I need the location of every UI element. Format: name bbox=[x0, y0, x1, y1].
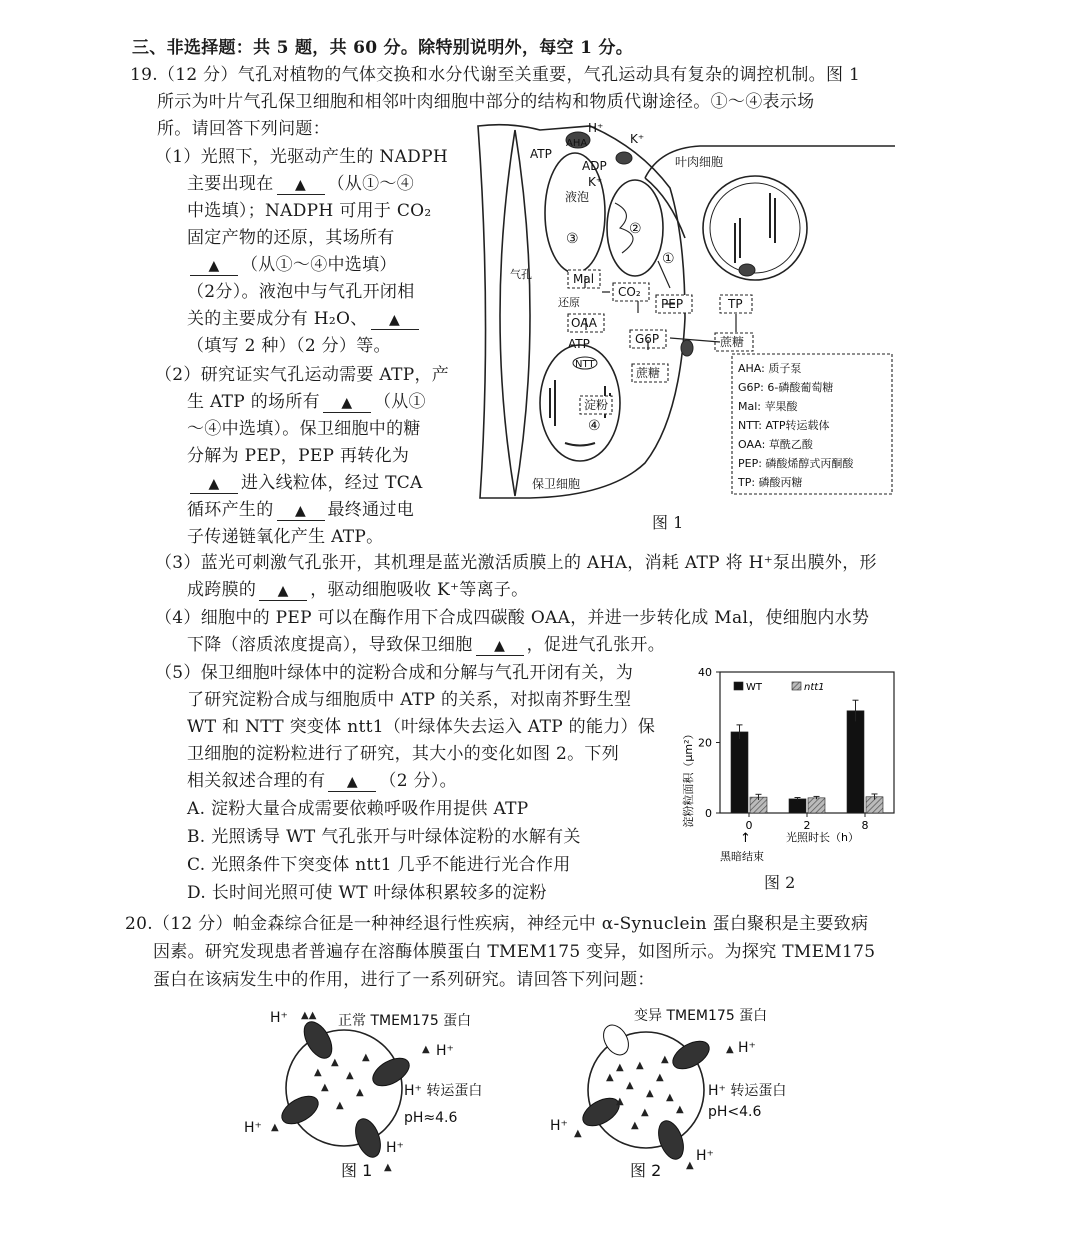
q20-intro-2: 因素。研究发现患者普遍存在溶酶体膜蛋白 TMEM175 变异，如图所示。为探究 TMEM175 bbox=[153, 942, 876, 962]
svg-text:▲: ▲ bbox=[631, 1120, 639, 1131]
svg-text:▲: ▲ bbox=[606, 1072, 614, 1083]
q19-p4-line-b: 下降（溶质浓度提高），导致保卫细胞 ▲ ，促进气孔张开。 bbox=[187, 635, 666, 655]
ph-mutant-label: pH<4.6 bbox=[708, 1104, 762, 1120]
dark-end-arrow: ↑ bbox=[740, 831, 751, 846]
q19-p1-line-d: 固定产物的还原，其场所有 bbox=[187, 228, 395, 248]
q19-p2-line-c: ～④中选填）。保卫细胞中的糖 bbox=[187, 419, 421, 439]
q20-figure-normal bbox=[236, 1000, 506, 1180]
answer-blank: ▲ bbox=[323, 394, 371, 413]
starch-label: 淀粉 bbox=[584, 398, 609, 412]
legend-swatch bbox=[734, 682, 743, 690]
option-b: B. 光照诱导 WT 气孔张开与叶绿体淀粉的水解有关 bbox=[187, 827, 581, 847]
figure-1-caption: 图 1 bbox=[652, 513, 684, 532]
svg-text:▲: ▲ bbox=[574, 1128, 582, 1139]
legend-swatch bbox=[792, 682, 801, 690]
legend-label: ntt1 bbox=[804, 682, 825, 693]
q19-p1-line-c: 中选填）；NADPH 可用于 CO₂ bbox=[187, 201, 432, 221]
adp-label: ADP bbox=[582, 159, 607, 173]
legend-item: PEP: 磷酸烯醇式丙酮酸 bbox=[738, 457, 854, 470]
co2-label: CO₂ bbox=[618, 285, 641, 299]
guard-cell-label: 保卫细胞 bbox=[532, 477, 581, 491]
y-tick-label: 0 bbox=[705, 807, 712, 820]
figure-2-chart bbox=[676, 658, 906, 868]
option-d: D. 长时间光照可使 WT 叶绿体积累较多的淀粉 bbox=[187, 883, 547, 903]
q19-p1-line-b: 主要出现在 ▲ （从①～④ bbox=[187, 174, 414, 194]
site-4: ④ bbox=[588, 418, 601, 434]
h-label: H⁺ bbox=[696, 1148, 714, 1164]
q19-p1-line-e: ▲ （从①～④中选填） bbox=[187, 253, 397, 277]
q20-intro-1: 20.（12 分）帕金森综合征是一种神经退行性疾病，神经元中 α-Synuclein 蛋白聚积是主要致病 bbox=[125, 914, 869, 934]
sucrose-label-guard: 蔗糖 bbox=[636, 366, 661, 380]
svg-text:▲: ▲ bbox=[726, 1044, 734, 1055]
transporter-label: H⁺ 转运蛋白 bbox=[708, 1083, 787, 1099]
svg-text:▲: ▲ bbox=[641, 1107, 649, 1118]
bar-WT-8 bbox=[847, 711, 864, 813]
legend-item: G6P: 6-磷酸葡萄糖 bbox=[738, 381, 834, 394]
q19-p2-line-e: ▲ 进入线粒体，经过 TCA bbox=[187, 471, 423, 495]
h-label: H⁺ bbox=[386, 1140, 404, 1156]
legend-item: NTT: ATP转运载体 bbox=[738, 419, 830, 432]
site-2: ② bbox=[629, 221, 642, 237]
q19-p5-line-c: WT 和 NTT 突变体 ntt1（叶绿体失去运入 ATP 的能力）保 bbox=[187, 717, 656, 737]
svg-text:▲: ▲ bbox=[384, 1162, 392, 1173]
svg-text:▲: ▲ bbox=[686, 1160, 694, 1171]
q19-p4-line-a: （4）细胞中的 PEP 可以在酶作用下合成四碳酸 OAA，并进一步转化成 Mal，使细胞内水势 bbox=[155, 608, 870, 628]
aha-label: AHA bbox=[566, 138, 588, 149]
q19-p1-line-h: （填写 2 种）（2 分）等。 bbox=[187, 336, 391, 356]
q19-p2-line-a: （2）研究证实气孔运动需要 ATP，产 bbox=[155, 365, 450, 385]
g6p-label: G6P bbox=[635, 332, 660, 346]
bar-ntt1-2 bbox=[808, 798, 825, 813]
section-header: 三、非选择题：共 5 题，共 60 分。除特别说明外，每空 1 分。 bbox=[132, 38, 634, 58]
svg-text:▲: ▲ bbox=[336, 1100, 344, 1111]
option-c: C. 光照条件下突变体 ntt1 几乎不能进行光合作用 bbox=[187, 855, 571, 875]
svg-text:▲: ▲ bbox=[314, 1067, 322, 1078]
svg-text:▲: ▲ bbox=[646, 1088, 654, 1099]
q19-intro-2: 所示为叶片气孔保卫细胞和相邻叶肉细胞中部分的结构和物质代谢途径。①～④表示场 bbox=[157, 92, 815, 112]
svg-text:▲: ▲ bbox=[636, 1060, 644, 1071]
x-axis-title: 光照时长（h） bbox=[786, 831, 859, 844]
svg-text:▲: ▲ bbox=[422, 1044, 430, 1055]
bar-WT-0 bbox=[731, 732, 748, 813]
h-label: H⁺ bbox=[738, 1040, 756, 1056]
legend-item: OAA: 草酰乙酸 bbox=[738, 438, 813, 451]
ph-normal-label: pH≈4.6 bbox=[404, 1110, 458, 1126]
svg-text:▲: ▲ bbox=[356, 1087, 364, 1098]
h-label: H⁺ bbox=[436, 1043, 454, 1059]
q20-fig2-caption: 图 2 bbox=[630, 1161, 662, 1180]
svg-text:▲: ▲ bbox=[666, 1092, 674, 1103]
q19-p5-line-b: 了研究淀粉合成与细胞质中 ATP 的关系，对拟南芥野生型 bbox=[187, 690, 632, 710]
figure-2-caption: 图 2 bbox=[764, 873, 796, 892]
atp-label: ATP bbox=[530, 147, 552, 161]
q19-intro-3: 所。请回答下列问题： bbox=[157, 119, 330, 139]
q19-p5-line-d: 卫细胞的淀粉粒进行了研究，其大小的变化如图 2。下列 bbox=[187, 744, 620, 764]
q19-intro-1: 19.（12 分）气孔对植物的气体交换和水分代谢至关重要，气孔运动具有复杂的调控机制。图 1 bbox=[130, 65, 861, 85]
answer-blank: ▲ bbox=[190, 475, 238, 494]
svg-text:▲: ▲ bbox=[616, 1062, 624, 1073]
y-axis-title: 淀粉粒面积（μm²） bbox=[682, 728, 695, 828]
q20-intro-3: 蛋白在该病发生中的作用，进行了一系列研究。请回答下列问题： bbox=[153, 970, 655, 990]
h-label: H⁺ bbox=[270, 1010, 288, 1026]
mesophyll-label: 叶肉细胞 bbox=[675, 155, 724, 169]
option-a: A. 淀粉大量合成需要依赖呼吸作用提供 ATP bbox=[187, 799, 529, 819]
svg-text:▲: ▲ bbox=[656, 1072, 664, 1083]
svg-text:▲▲: ▲▲ bbox=[301, 1010, 317, 1021]
svg-text:▲: ▲ bbox=[661, 1054, 669, 1065]
q19-p2-line-f: 循环产生的 ▲ 最终通过电 bbox=[187, 500, 414, 520]
h-label: H⁺ bbox=[550, 1118, 568, 1134]
transporter-label: H⁺ 转运蛋白 bbox=[404, 1083, 483, 1099]
svg-text:▲: ▲ bbox=[676, 1104, 684, 1115]
svg-text:▲: ▲ bbox=[616, 1096, 624, 1107]
svg-text:▲: ▲ bbox=[362, 1052, 370, 1063]
answer-blank: ▲ bbox=[190, 257, 238, 276]
q19-p5-line-a: （5）保卫细胞叶绿体中的淀粉合成和分解与气孔开闭有关，为 bbox=[155, 663, 634, 683]
atp-label-2: ATP bbox=[568, 337, 590, 351]
h-label: H⁺ bbox=[588, 121, 604, 135]
q20-figure-mutant bbox=[546, 1000, 816, 1180]
svg-text:▲: ▲ bbox=[271, 1122, 279, 1133]
legend-item: Mal: 苹果酸 bbox=[738, 400, 798, 413]
stoma-label: 气孔 bbox=[510, 268, 532, 281]
q19-p2-line-g: 子传递链氧化产生 ATP。 bbox=[187, 527, 384, 547]
reduce-label: 还原 bbox=[558, 296, 580, 309]
mutant-protein-label: 变异 TMEM175 蛋白 bbox=[634, 1008, 768, 1024]
answer-blank: ▲ bbox=[259, 582, 307, 601]
dark-end-label: 黑暗结束 bbox=[720, 850, 764, 863]
q19-p1-line-g: 关的主要成分有 H₂O、 ▲ bbox=[187, 307, 422, 331]
q19-p2-line-b: 生 ATP 的场所有 ▲ （从① bbox=[187, 392, 426, 412]
x-tick-label: 8 bbox=[861, 819, 869, 832]
y-tick-label: 40 bbox=[698, 666, 712, 679]
svg-text:▲: ▲ bbox=[331, 1057, 339, 1068]
svg-text:▲: ▲ bbox=[346, 1070, 354, 1081]
q19-p2-line-d: 分解为 PEP，PEP 再转化为 bbox=[187, 446, 410, 466]
legend-label: WT bbox=[746, 682, 762, 693]
oaa-label: OAA bbox=[571, 316, 597, 330]
answer-blank: ▲ bbox=[371, 311, 419, 330]
vacuole-label: 液泡 bbox=[565, 190, 590, 204]
x-tick-label: 0 bbox=[745, 819, 753, 832]
site-3: ③ bbox=[566, 231, 579, 247]
figure-1-diagram bbox=[470, 118, 900, 506]
q20-fig1-caption: 图 1 bbox=[341, 1161, 373, 1180]
q19-p5-line-e: 相关叙述合理的有 ▲ （2 分）。 bbox=[187, 771, 457, 791]
bar-WT-2 bbox=[789, 799, 806, 813]
legend-item: AHA: 质子泵 bbox=[738, 362, 802, 375]
normal-protein-label: 正常 TMEM175 蛋白 bbox=[338, 1013, 472, 1029]
q19-p1-line-a: （1）光照下，光驱动产生的 NADPH bbox=[155, 147, 448, 167]
h-label: H⁺ bbox=[244, 1120, 262, 1136]
svg-text:▲: ▲ bbox=[626, 1080, 634, 1091]
site-1: ① bbox=[662, 251, 675, 267]
tp-label: TP bbox=[728, 297, 743, 311]
k-label-in: K⁺ bbox=[588, 175, 603, 189]
answer-blank: ▲ bbox=[277, 502, 325, 521]
answer-blank: ▲ bbox=[277, 176, 325, 195]
x-tick-label: 2 bbox=[803, 819, 811, 832]
k-label-out: K⁺ bbox=[630, 132, 645, 146]
svg-text:▲: ▲ bbox=[321, 1082, 329, 1093]
q19-p3-line-b: 成跨膜的 ▲ ，驱动细胞吸收 K⁺等离子。 bbox=[187, 580, 529, 600]
q19-p1-line-f: （2分）。液泡中与气孔开闭相 bbox=[187, 282, 415, 302]
mal-label: Mal bbox=[573, 272, 595, 286]
y-tick-label: 20 bbox=[698, 736, 712, 750]
answer-blank: ▲ bbox=[328, 773, 376, 792]
answer-blank: ▲ bbox=[476, 637, 524, 656]
q19-p3-line-a: （3）蓝光可刺激气孔张开，其机理是蓝光激活质膜上的 AHA，消耗 ATP 将 H⁺泵出膜外，形 bbox=[155, 553, 877, 573]
pep-label: PEP bbox=[661, 297, 684, 311]
legend-item: TP: 磷酸丙糖 bbox=[738, 476, 803, 489]
ntt-label: NTT bbox=[575, 359, 595, 370]
sucrose-label-meso: 蔗糖 bbox=[720, 335, 745, 349]
